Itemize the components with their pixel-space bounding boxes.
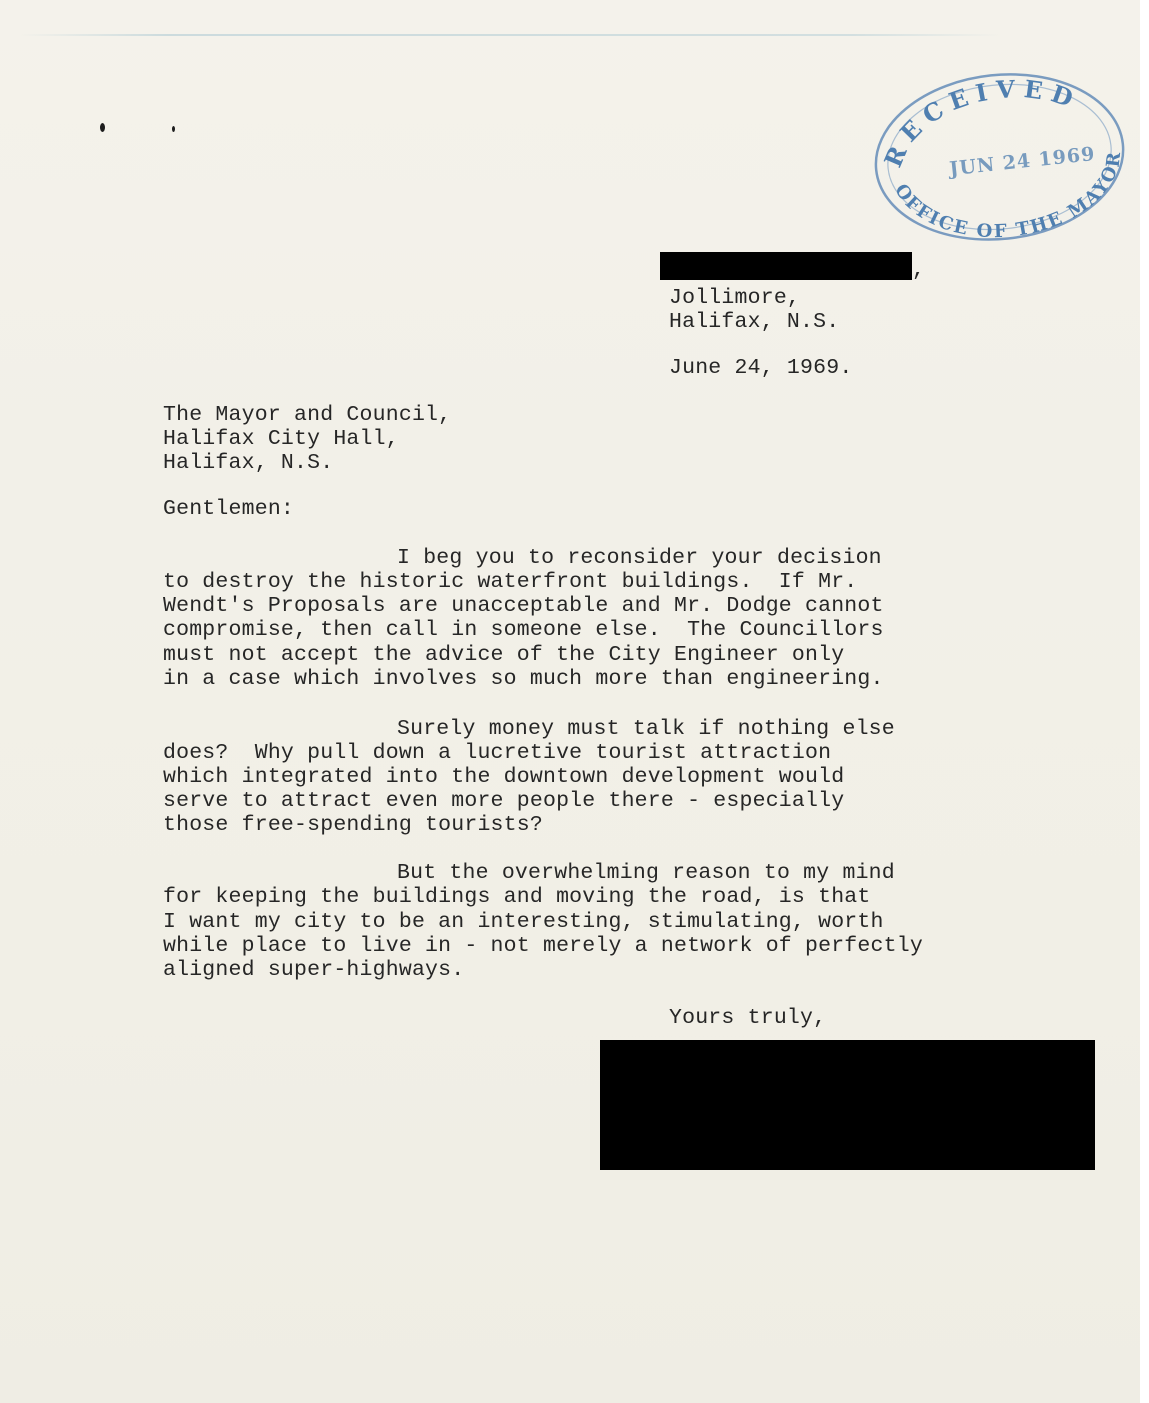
- recipient-line1: The Mayor and Council,: [163, 403, 452, 427]
- sender-line1-suffix: ,: [912, 258, 926, 282]
- punch-mark: [172, 126, 175, 132]
- received-stamp: [859, 49, 1138, 255]
- body-line: But the overwhelming reason to my mind: [397, 861, 895, 885]
- body-line: to destroy the historic waterfront buildings. If Mr.: [163, 570, 858, 594]
- body-line: must not accept the advice of the City Engineer only: [163, 643, 845, 667]
- body-line: in a case which involves so much more than engineering.: [163, 667, 884, 691]
- body-line: while place to live in - not merely a network of perfectly: [163, 934, 923, 958]
- sender-line3: Halifax, N.S.: [669, 310, 840, 334]
- sender-line2: Jollimore,: [669, 286, 801, 310]
- body-line: those free-spending tourists?: [163, 813, 543, 837]
- stamp-date: JUN 24 1969: [948, 143, 1097, 181]
- recipient-line3: Halifax, N.S.: [163, 451, 334, 475]
- scan-edge-line: [20, 34, 1000, 36]
- body-line: I beg you to reconsider your decision: [397, 546, 882, 570]
- body-line: for keeping the buildings and moving the road, is that: [163, 885, 871, 909]
- body-line: I want my city to be an interesting, stimulating, worth: [163, 910, 884, 934]
- signature-redaction: [600, 1040, 1095, 1170]
- closing: Yours truly,: [669, 1006, 827, 1030]
- letter-date: June 24, 1969.: [669, 356, 853, 380]
- body-line: compromise, then call in someone else. The Councillors: [163, 618, 884, 642]
- body-line: does? Why pull down a lucretive tourist attraction: [163, 741, 832, 765]
- stamp-bottom-text: OFFICE OF THE MAYOR: [890, 149, 1126, 243]
- punch-mark: [100, 123, 105, 132]
- stamp-graphic: [859, 49, 1138, 255]
- scan-margin: [1140, 0, 1149, 1403]
- sender-redaction: [660, 252, 912, 280]
- body-line: Wendt's Proposals are unacceptable and Mr. Dodge cannot: [163, 594, 884, 618]
- body-line: which integrated into the downtown development would: [163, 765, 845, 789]
- recipient-line2: Halifax City Hall,: [163, 427, 399, 451]
- body-line: Surely money must talk if nothing else: [397, 717, 895, 741]
- stamp-top-text: RECEIVED: [878, 73, 1085, 172]
- salutation: Gentlemen:: [163, 497, 295, 521]
- body-line: serve to attract even more people there - especially: [163, 789, 845, 813]
- body-line: aligned super-highways.: [163, 958, 465, 982]
